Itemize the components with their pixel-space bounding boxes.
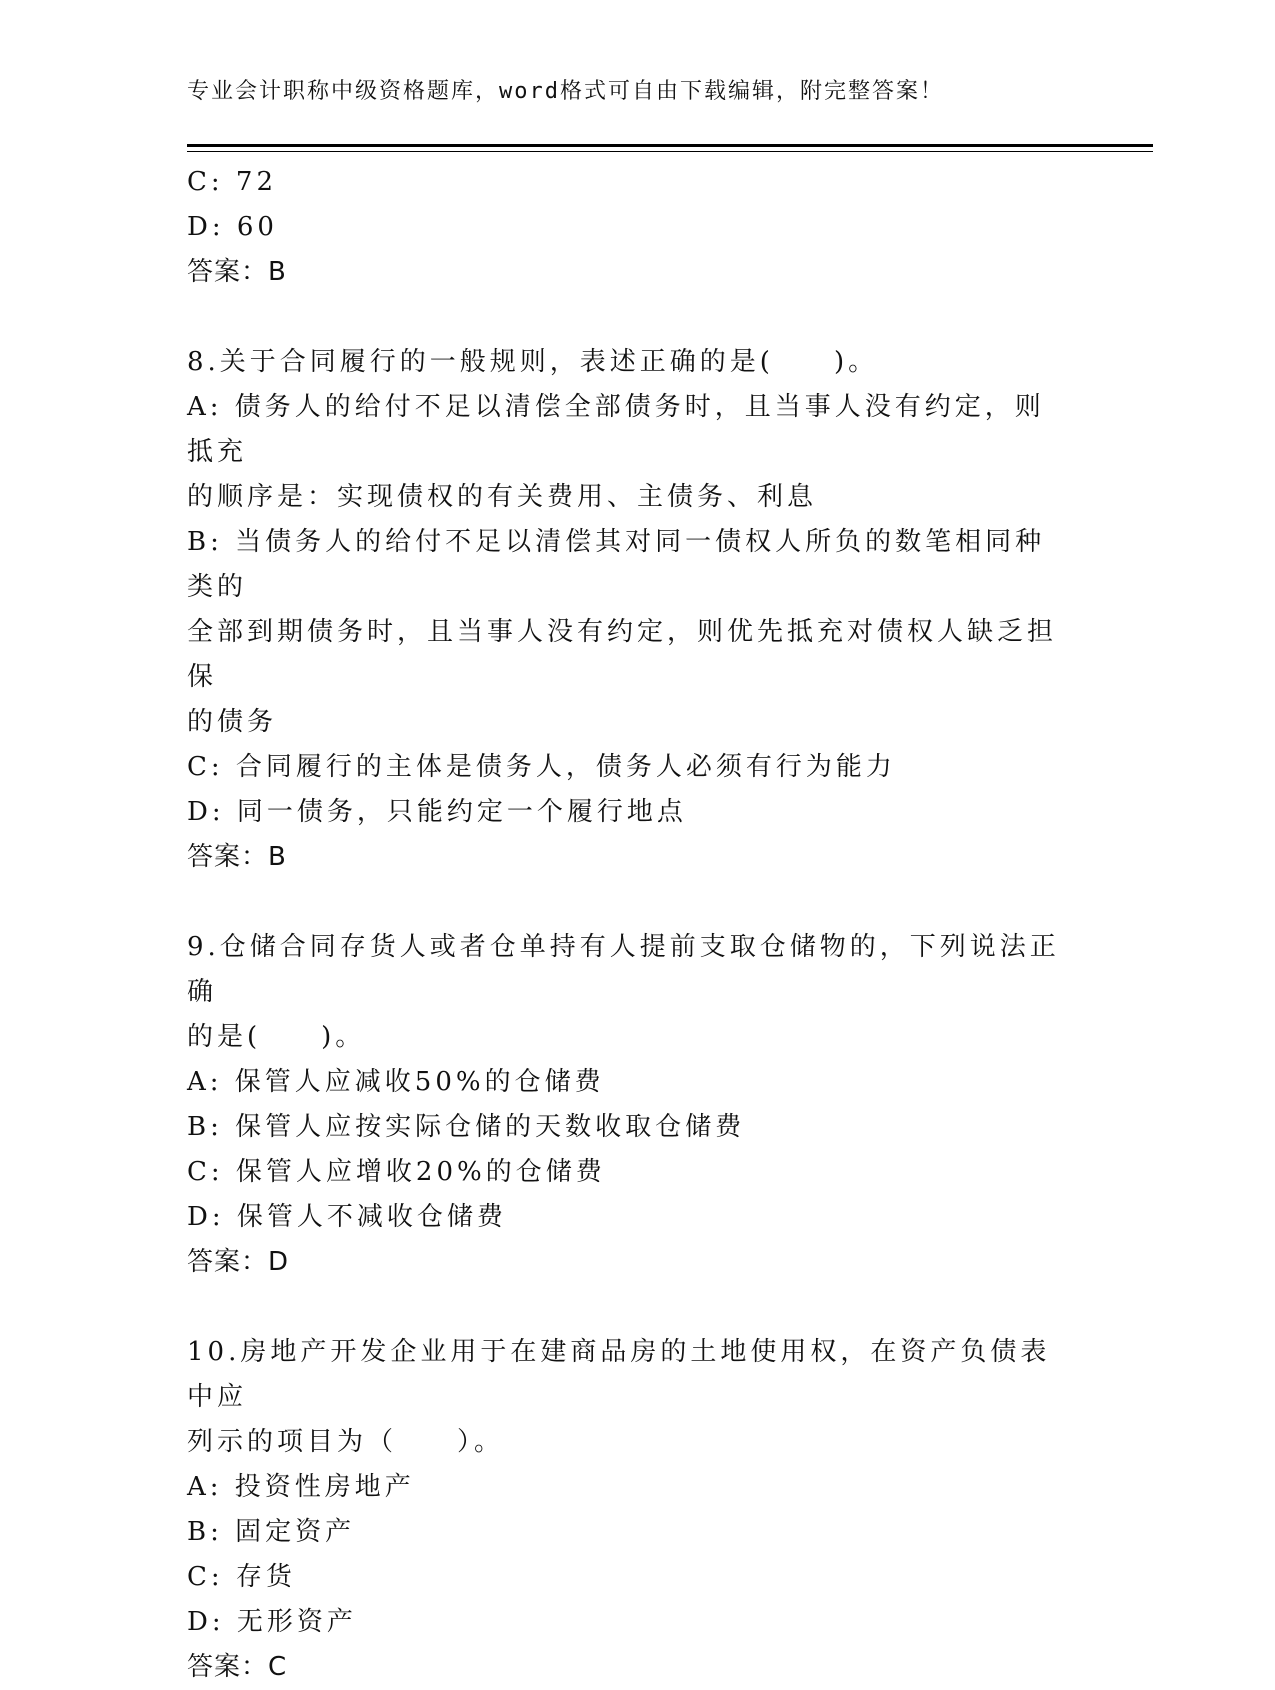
q8-option-b-line1: B: 当债务人的给付不足以清偿其对同一债权人所负的数笔相同种类的 (187, 527, 1046, 602)
prev-answer: 答案：B (187, 257, 287, 287)
spacer (187, 1285, 1067, 1330)
q8-stem: 8.关于合同履行的一般规则，表述正确的是( )。 (187, 347, 879, 377)
q9-option-c: C: 保管人应增收20%的仓储费 (187, 1157, 606, 1187)
q10-option-c: C: 存货 (187, 1562, 296, 1592)
q10-option-d: D: 无形资产 (187, 1607, 357, 1637)
prev-option-d: D: 60 (187, 212, 278, 242)
q10-option-b: B: 固定资产 (187, 1517, 356, 1547)
page-header: 专业会计职称中级资格题库，word格式可自由下载编辑，附完整答案！ (187, 79, 944, 104)
q10-stem-line1: 10.房地产开发企业用于在建商品房的土地使用权，在资产负债表中应 (187, 1337, 1051, 1412)
q9-option-a: A: 保管人应减收50%的仓储费 (187, 1067, 605, 1097)
prev-option-c: C: 72 (187, 167, 278, 197)
q9-answer: 答案：D (187, 1247, 290, 1277)
spacer (187, 880, 1067, 925)
q8-option-a-line2: 的顺序是：实现债权的有关费用、主债务、利息 (187, 482, 818, 512)
q8-option-d: D: 同一债务，只能约定一个履行地点 (187, 797, 687, 827)
q10-option-a: A: 投资性房地产 (187, 1472, 415, 1502)
header-rule-thin (187, 151, 1153, 152)
q8-answer: 答案：B (187, 842, 287, 872)
q9-option-b: B: 保管人应按实际仓储的天数收取仓储费 (187, 1112, 746, 1142)
q8-option-b-line2: 全部到期债务时，且当事人没有约定，则优先抵充对债权人缺乏担保 (187, 617, 1058, 692)
q8-option-a-line1: A: 债务人的给付不足以清偿全部债务时，且当事人没有约定，则抵充 (187, 392, 1045, 467)
question-content (187, 160, 1067, 1690)
q9-stem-line2: 的是( )。 (187, 1022, 366, 1052)
q8-option-c: C: 合同履行的主体是债务人，债务人必须有行为能力 (187, 752, 896, 782)
spacer (187, 295, 1067, 340)
q8-option-b-line3: 的债务 (187, 707, 278, 737)
q9-option-d: D: 保管人不减收仓储费 (187, 1202, 507, 1232)
q9-stem-line1: 9.仓储合同存货人或者仓单持有人提前支取仓储物的，下列说法正确 (187, 932, 1060, 1007)
header-rule-thick (187, 144, 1153, 147)
q10-stem-line2: 列示的项目为（ ）。 (187, 1427, 505, 1457)
q10-answer: 答案：C (187, 1652, 288, 1682)
